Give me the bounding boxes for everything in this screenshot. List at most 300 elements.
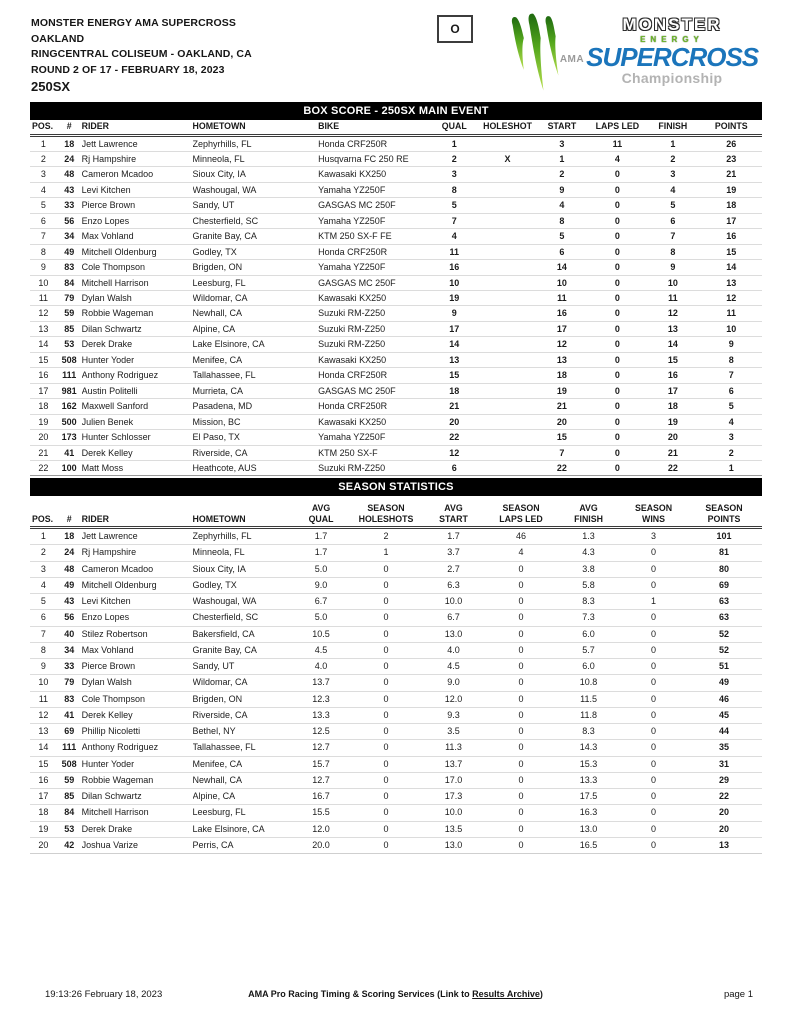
cell-season_wins: 0 [621, 675, 686, 691]
cell-avg_qual: 12.0 [291, 821, 351, 837]
cell-holeshot [481, 352, 534, 367]
cell-season_points: 31 [686, 756, 762, 772]
cell-laps_led: 0 [590, 167, 645, 182]
table-row [30, 610, 762, 626]
series-title: MONSTER ENERGY AMA SUPERCROSS [31, 17, 236, 29]
cell-num: 34 [57, 642, 82, 658]
table-row [30, 275, 762, 290]
cell-season_laps_led: 0 [486, 772, 556, 788]
service-text-prefix: AMA Pro Racing Timing & Scoring Services (Link to [248, 989, 473, 999]
cell-finish: 4 [645, 182, 700, 197]
cell-num: 111 [57, 368, 82, 383]
cell-num: 85 [57, 321, 82, 336]
cell-rider: Robbie Wageman [82, 306, 193, 321]
cell-avg_start: 9.3 [421, 707, 486, 723]
cell-hometown: Riverside, CA [193, 707, 292, 723]
cell-rider: Mitchell Harrison [82, 805, 193, 821]
cell-pos: 19 [30, 821, 57, 837]
cell-points: 1 [701, 461, 762, 476]
cell-num: 33 [57, 659, 82, 675]
box-score-body [30, 135, 762, 476]
cell-laps_led: 0 [590, 291, 645, 306]
cell-rider: Enzo Lopes [82, 610, 193, 626]
cell-hometown: Minneola, FL [193, 151, 319, 166]
cell-hometown: Granite Bay, CA [193, 642, 292, 658]
cell-hometown: Sandy, UT [193, 659, 292, 675]
cell-bike: Suzuki RM-Z250 [318, 306, 428, 321]
cell-qual: 18 [428, 383, 481, 398]
series-row [559, 42, 759, 72]
cell-bike: KTM 250 SX-F [318, 445, 428, 460]
cell-start: 18 [534, 368, 589, 383]
column-header-qual: QUAL [428, 121, 481, 135]
cell-num: 79 [57, 675, 82, 691]
column-header-start: START [534, 121, 589, 135]
cell-pos: 9 [30, 260, 57, 275]
cell-season_holeshots: 1 [351, 545, 421, 561]
cell-num: 79 [57, 291, 82, 306]
cell-avg_start: 2.7 [421, 561, 486, 577]
table-row [30, 399, 762, 414]
cell-points: 26 [701, 135, 762, 151]
cell-holeshot [481, 260, 534, 275]
cell-hometown: Godley, TX [193, 577, 292, 593]
cell-start: 10 [534, 275, 589, 290]
cell-hometown: Sioux City, IA [193, 561, 292, 577]
cell-bike: Honda CRF250R [318, 244, 428, 259]
cell-qual: 5 [428, 198, 481, 213]
monster-claw-icon [507, 10, 565, 98]
cell-avg_qual: 13.7 [291, 675, 351, 691]
cell-bike: Kawasaki KX250 [318, 291, 428, 306]
cell-season_wins: 0 [621, 626, 686, 642]
cell-num: 59 [57, 306, 82, 321]
cell-season_holeshots: 0 [351, 740, 421, 756]
cell-rider: Dylan Walsh [82, 291, 193, 306]
cell-hometown: Minneola, FL [193, 545, 292, 561]
table-row [30, 229, 762, 244]
table-row [30, 151, 762, 166]
cell-pos: 5 [30, 198, 57, 213]
table-row [30, 772, 762, 788]
cell-finish: 17 [645, 383, 700, 398]
cell-num: 34 [57, 229, 82, 244]
cell-rider: Derek Drake [82, 337, 193, 352]
cell-avg_start: 13.7 [421, 756, 486, 772]
cell-hometown: Wildomar, CA [193, 291, 319, 306]
table-row [30, 821, 762, 837]
cell-season_points: 29 [686, 772, 762, 788]
cell-num: 83 [57, 260, 82, 275]
cell-season_points: 13 [686, 837, 762, 853]
cell-hometown: Mission, BC [193, 414, 319, 429]
cell-season_holeshots: 0 [351, 772, 421, 788]
cell-season_wins: 0 [621, 707, 686, 723]
cell-pos: 11 [30, 291, 57, 306]
cell-laps_led: 0 [590, 368, 645, 383]
cell-avg_start: 11.3 [421, 740, 486, 756]
cell-avg_qual: 5.0 [291, 610, 351, 626]
cell-hometown: Bethel, NY [193, 724, 292, 740]
cell-start: 12 [534, 337, 589, 352]
cell-avg_finish: 8.3 [556, 594, 621, 610]
cell-bike: Yamaha YZ250F [318, 182, 428, 197]
cell-season_holeshots: 0 [351, 707, 421, 723]
cell-season_points: 46 [686, 691, 762, 707]
cell-season_holeshots: 0 [351, 594, 421, 610]
cell-finish: 2 [645, 151, 700, 166]
cell-qual: 11 [428, 244, 481, 259]
cell-num: 173 [57, 430, 82, 445]
cell-rider: Enzo Lopes [82, 213, 193, 228]
cell-season_wins: 0 [621, 821, 686, 837]
cell-qual: 17 [428, 321, 481, 336]
cell-avg_qual: 1.7 [291, 545, 351, 561]
cell-pos: 21 [30, 445, 57, 460]
cell-season_wins: 0 [621, 577, 686, 593]
service-text-suffix: ) [539, 989, 543, 999]
cell-pos: 19 [30, 414, 57, 429]
cell-holeshot [481, 414, 534, 429]
cell-season_holeshots: 0 [351, 675, 421, 691]
cell-laps_led: 0 [590, 321, 645, 336]
column-header-pos: POS. [30, 503, 57, 528]
cell-avg_finish: 17.5 [556, 789, 621, 805]
cell-rider: Mitchell Oldenburg [82, 577, 193, 593]
cell-bike: Suzuki RM-Z250 [318, 461, 428, 476]
cell-laps_led: 0 [590, 352, 645, 367]
cell-avg_qual: 12.7 [291, 740, 351, 756]
cell-points: 8 [701, 352, 762, 367]
cell-avg_qual: 5.0 [291, 561, 351, 577]
cell-pos: 18 [30, 399, 57, 414]
cell-avg_qual: 16.7 [291, 789, 351, 805]
cell-season_wins: 0 [621, 610, 686, 626]
cell-hometown: Menifee, CA [193, 352, 319, 367]
cell-holeshot [481, 291, 534, 306]
cell-pos: 10 [30, 675, 57, 691]
table-row [30, 167, 762, 182]
cell-rider: Joshua Varize [82, 837, 193, 853]
cell-avg_qual: 4.0 [291, 659, 351, 675]
cell-avg_start: 12.0 [421, 691, 486, 707]
cell-pos: 14 [30, 337, 57, 352]
cell-rider: Cameron Mcadoo [82, 561, 193, 577]
cell-avg_finish: 6.0 [556, 626, 621, 642]
cell-rider: Robbie Wageman [82, 772, 193, 788]
cell-pos: 13 [30, 724, 57, 740]
cell-season_holeshots: 0 [351, 821, 421, 837]
cell-pos: 18 [30, 805, 57, 821]
cell-num: 24 [57, 545, 82, 561]
cell-avg_finish: 7.3 [556, 610, 621, 626]
cell-season_points: 63 [686, 610, 762, 626]
cell-num: 508 [57, 756, 82, 772]
cell-finish: 18 [645, 399, 700, 414]
cell-holeshot [481, 445, 534, 460]
cell-bike: Suzuki RM-Z250 [318, 337, 428, 352]
cell-qual: 13 [428, 352, 481, 367]
cell-pos: 6 [30, 213, 57, 228]
cell-start: 11 [534, 291, 589, 306]
cell-num: 48 [57, 561, 82, 577]
cell-season_points: 69 [686, 577, 762, 593]
cell-avg_finish: 11.5 [556, 691, 621, 707]
cell-season_points: 80 [686, 561, 762, 577]
cell-season_wins: 1 [621, 594, 686, 610]
cell-num: 84 [57, 275, 82, 290]
cell-season_holeshots: 0 [351, 805, 421, 821]
cell-rider: Stilez Robertson [82, 626, 193, 642]
cell-avg_qual: 4.5 [291, 642, 351, 658]
cell-pos: 1 [30, 135, 57, 151]
cell-avg_finish: 11.8 [556, 707, 621, 723]
cell-avg_start: 3.5 [421, 724, 486, 740]
cell-points: 16 [701, 229, 762, 244]
cell-hometown: Perris, CA [193, 837, 292, 853]
cell-pos: 13 [30, 321, 57, 336]
cell-holeshot [481, 229, 534, 244]
cell-finish: 1 [645, 135, 700, 151]
cell-rider: Dylan Walsh [82, 675, 193, 691]
table-row [30, 337, 762, 352]
cell-hometown: El Paso, TX [193, 430, 319, 445]
cell-pos: 20 [30, 430, 57, 445]
cell-qual: 12 [428, 445, 481, 460]
cell-rider: Dilan Schwartz [82, 321, 193, 336]
cell-avg_finish: 6.0 [556, 659, 621, 675]
cell-season_wins: 0 [621, 805, 686, 821]
cell-rider: Rj Hampshire [82, 151, 193, 166]
cell-season_holeshots: 0 [351, 561, 421, 577]
cell-avg_start: 10.0 [421, 594, 486, 610]
cell-hometown: Bakersfield, CA [193, 626, 292, 642]
cell-holeshot [481, 182, 534, 197]
cell-rider: Derek Kelley [82, 445, 193, 460]
cell-finish: 19 [645, 414, 700, 429]
event-mark-box: O [437, 15, 473, 43]
cell-rider: Pierce Brown [82, 198, 193, 213]
cell-hometown: Chesterfield, SC [193, 213, 319, 228]
cell-qual: 14 [428, 337, 481, 352]
cell-season_laps_led: 0 [486, 837, 556, 853]
cell-season_wins: 0 [621, 659, 686, 675]
cell-pos: 7 [30, 626, 57, 642]
cell-avg_finish: 3.8 [556, 561, 621, 577]
cell-avg_start: 9.0 [421, 675, 486, 691]
cell-finish: 8 [645, 244, 700, 259]
cell-num: 53 [57, 337, 82, 352]
cell-finish: 14 [645, 337, 700, 352]
cell-start: 16 [534, 306, 589, 321]
cell-bike: Kawasaki KX250 [318, 167, 428, 182]
cell-pos: 16 [30, 368, 57, 383]
cell-avg_qual: 20.0 [291, 837, 351, 853]
cell-season_points: 63 [686, 594, 762, 610]
cell-avg_start: 3.7 [421, 545, 486, 561]
cell-bike: Yamaha YZ250F [318, 213, 428, 228]
cell-points: 18 [701, 198, 762, 213]
cell-season_laps_led: 0 [486, 789, 556, 805]
cell-avg_finish: 5.8 [556, 577, 621, 593]
table-row [30, 414, 762, 429]
column-header-laps_led: LAPS LED [590, 121, 645, 135]
cell-hometown: Granite Bay, CA [193, 229, 319, 244]
cell-season_points: 81 [686, 545, 762, 561]
cell-season_laps_led: 0 [486, 561, 556, 577]
cell-rider: Derek Drake [82, 821, 193, 837]
cell-season_points: 44 [686, 724, 762, 740]
cell-qual: 21 [428, 399, 481, 414]
cell-rider: Austin Politelli [82, 383, 193, 398]
cell-num: 162 [57, 399, 82, 414]
cell-hometown: Riverside, CA [193, 445, 319, 460]
cell-hometown: Tallahassee, FL [193, 368, 319, 383]
table-row [30, 213, 762, 228]
cell-start: 9 [534, 182, 589, 197]
cell-finish: 20 [645, 430, 700, 445]
column-header-season_points: SEASON POINTS [686, 503, 762, 528]
cell-hometown: Washougal, WA [193, 594, 292, 610]
cell-num: 41 [57, 707, 82, 723]
cell-points: 11 [701, 306, 762, 321]
cell-hometown: Zephyrhills, FL [193, 528, 292, 545]
column-header-rider: RIDER [82, 121, 193, 135]
cell-holeshot [481, 213, 534, 228]
table-row [30, 707, 762, 723]
cell-rider: Hunter Yoder [82, 352, 193, 367]
cell-bike: Honda CRF250R [318, 368, 428, 383]
cell-season_points: 101 [686, 528, 762, 545]
cell-season_laps_led: 0 [486, 642, 556, 658]
table-row [30, 545, 762, 561]
cell-pos: 3 [30, 167, 57, 182]
cell-rider: Cole Thompson [82, 691, 193, 707]
cell-avg_finish: 5.7 [556, 642, 621, 658]
cell-num: 111 [57, 740, 82, 756]
cell-season_laps_led: 0 [486, 805, 556, 821]
page-footer [30, 987, 761, 1001]
cell-avg_finish: 8.3 [556, 724, 621, 740]
cell-rider: Derek Kelley [82, 707, 193, 723]
cell-rider: Max Vohland [82, 229, 193, 244]
cell-avg_qual: 12.7 [291, 772, 351, 788]
results-archive-link[interactable]: Results Archive [472, 989, 540, 999]
cell-avg_qual: 12.5 [291, 724, 351, 740]
cell-season_points: 51 [686, 659, 762, 675]
cell-rider: Levi Kitchen [82, 182, 193, 197]
cell-finish: 5 [645, 198, 700, 213]
cell-num: 18 [57, 135, 82, 151]
cell-season_holeshots: 0 [351, 756, 421, 772]
cell-laps_led: 0 [590, 399, 645, 414]
page-number: page 1 [723, 988, 753, 1000]
cell-avg_qual: 1.7 [291, 528, 351, 545]
cell-num: 53 [57, 821, 82, 837]
column-header-season_wins: SEASON WINS [621, 503, 686, 528]
cell-pos: 10 [30, 275, 57, 290]
cell-rider: Levi Kitchen [82, 594, 193, 610]
cell-qual: 16 [428, 260, 481, 275]
cell-holeshot [481, 368, 534, 383]
cell-qual: 8 [428, 182, 481, 197]
cell-season_wins: 0 [621, 724, 686, 740]
cell-num: 49 [57, 577, 82, 593]
cell-pos: 3 [30, 561, 57, 577]
cell-avg_finish: 15.3 [556, 756, 621, 772]
cell-holeshot: X [481, 151, 534, 166]
cell-hometown: Alpine, CA [193, 789, 292, 805]
cell-pos: 12 [30, 707, 57, 723]
column-header-points: POINTS [701, 121, 762, 135]
cell-laps_led: 0 [590, 182, 645, 197]
cell-season_wins: 0 [621, 545, 686, 561]
cell-avg_finish: 16.5 [556, 837, 621, 853]
cell-start: 22 [534, 461, 589, 476]
cell-num: 84 [57, 805, 82, 821]
cell-season_points: 20 [686, 821, 762, 837]
cell-bike: Honda CRF250R [318, 135, 428, 151]
cell-avg_start: 13.5 [421, 821, 486, 837]
cell-season_points: 22 [686, 789, 762, 805]
cell-finish: 11 [645, 291, 700, 306]
cell-laps_led: 0 [590, 430, 645, 445]
cell-finish: 15 [645, 352, 700, 367]
cell-num: 33 [57, 198, 82, 213]
column-header-rider: RIDER [82, 503, 193, 528]
cell-hometown: Menifee, CA [193, 756, 292, 772]
cell-num: 85 [57, 789, 82, 805]
cell-laps_led: 0 [590, 383, 645, 398]
table-row [30, 805, 762, 821]
cell-laps_led: 0 [590, 306, 645, 321]
championship-label: Championship [621, 70, 723, 86]
round-date-line: ROUND 2 OF 17 - FEBRUARY 18, 2023 [31, 63, 225, 76]
cell-season_laps_led: 0 [486, 756, 556, 772]
cell-pos: 1 [30, 528, 57, 545]
cell-pos: 14 [30, 740, 57, 756]
cell-start: 20 [534, 414, 589, 429]
cell-season_laps_led: 0 [486, 821, 556, 837]
cell-rider: Mitchell Harrison [82, 275, 193, 290]
cell-avg_qual: 15.5 [291, 805, 351, 821]
cell-avg_start: 4.0 [421, 642, 486, 658]
cell-pos: 17 [30, 789, 57, 805]
table-row [30, 642, 762, 658]
cell-pos: 8 [30, 244, 57, 259]
cell-qual: 7 [428, 213, 481, 228]
cell-avg_qual: 6.7 [291, 594, 351, 610]
cell-season_laps_led: 0 [486, 724, 556, 740]
cell-num: 56 [57, 610, 82, 626]
cell-rider: Mitchell Oldenburg [82, 244, 193, 259]
table-row [30, 789, 762, 805]
column-header-avg_start: AVG START [421, 503, 486, 528]
column-header-season_holeshots: SEASON HOLESHOTS [351, 503, 421, 528]
cell-points: 10 [701, 321, 762, 336]
cell-avg_finish: 1.3 [556, 528, 621, 545]
cell-hometown: Heathcote, AUS [193, 461, 319, 476]
scoring-service-line [30, 989, 761, 999]
season-stats-header [30, 503, 762, 528]
cell-points: 14 [701, 260, 762, 275]
cell-num: 18 [57, 528, 82, 545]
season-stats-banner: SEASON STATISTICS [30, 478, 762, 496]
cell-avg_qual: 13.3 [291, 707, 351, 723]
cell-num: 48 [57, 167, 82, 182]
table-row [30, 198, 762, 213]
cell-avg_start: 13.0 [421, 626, 486, 642]
